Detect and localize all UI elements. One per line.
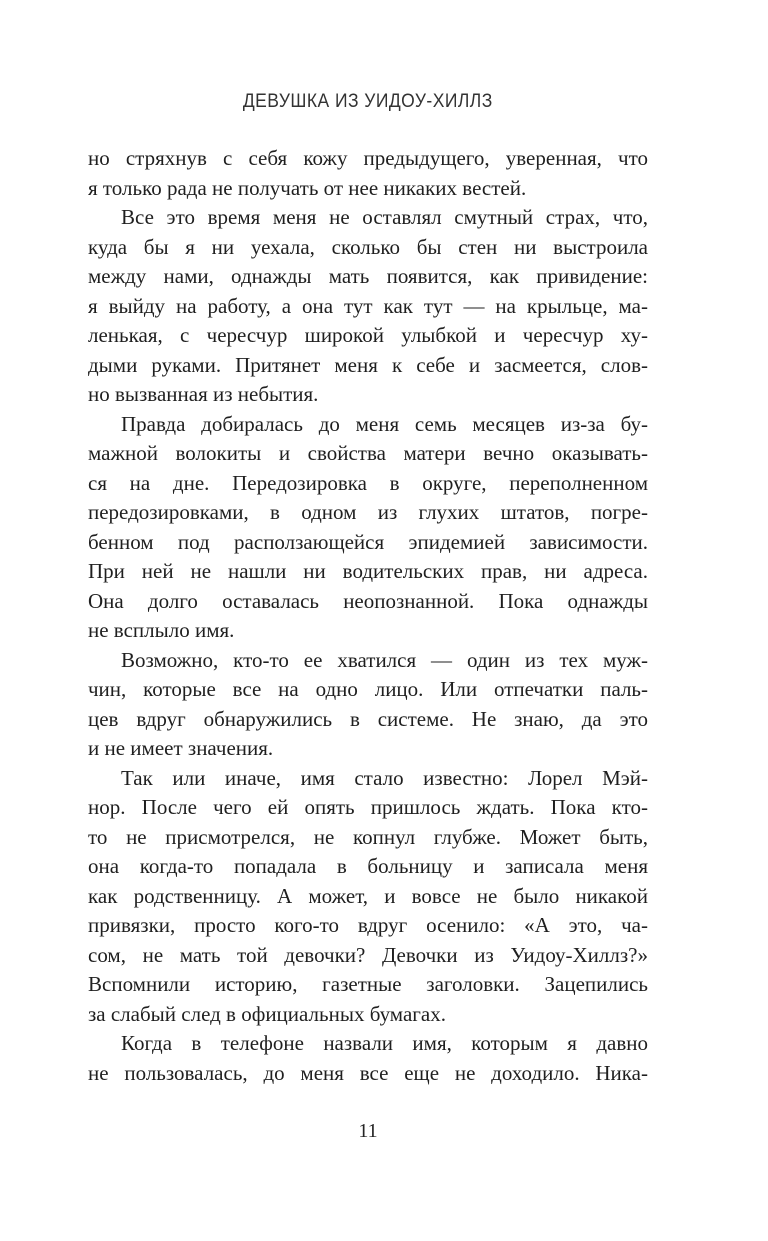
paragraph-line: передозировками, в одном из глухих штатов, погре- (88, 500, 648, 524)
paragraph (88, 410, 648, 646)
paragraph-line: не пользовалась, до меня все еще не доходило. Ника- (88, 1060, 648, 1085)
paragraph-line: ся на дне. Передозировка в округе, переполненном (88, 470, 648, 495)
paragraph-line: сом, не мать той девочки? Девочки из Уидоу-Хиллз?» (88, 942, 648, 967)
paragraph (88, 144, 648, 203)
paragraph-line: Правда добиралась до меня семь месяцев из-за бу- (121, 411, 648, 436)
paragraph-line: я выйду на работу, а она тут как тут — на крыльце, ма- (88, 293, 648, 318)
paragraph (88, 1029, 648, 1088)
paragraph-line: привязки, просто кого-то вдруг осенило: «А это, ча- (88, 913, 648, 937)
paragraph (88, 203, 648, 410)
paragraph-line: но стряхнув с себя кожу предыдущего, уверенная, что (88, 146, 648, 170)
paragraph-line: мажной волокиты и свойства матери вечно оказывать- (88, 441, 648, 465)
paragraph-line: бенном под расползающейся эпидемией зависимости. (88, 529, 648, 554)
text-block (88, 144, 648, 1088)
paragraph-line: цев вдруг обнаружились в системе. Не знаю, да это (88, 706, 648, 731)
paragraph-line: Возможно, кто-то ее хватился — один из тех муж- (121, 647, 648, 672)
paragraph-line: куда бы я ни уехала, сколько бы стен ни выстроила (88, 234, 648, 259)
paragraph-line: дыми руками. Притянет меня к себе и засмеется, слов- (88, 352, 648, 377)
paragraph-line: она когда-то попадала в больницу и записала меня (88, 854, 648, 878)
paragraph-line: как родственницу. А может, и вовсе не было никакой (88, 883, 648, 908)
paragraph-line: Так или иначе, имя стало известно: Лорел Мэй- (121, 765, 648, 790)
paragraph-line: но вызванная из небытия. (88, 382, 319, 406)
paragraph-line: не всплыло имя. (88, 618, 235, 642)
paragraph-line: Она долго оставалась неопознанной. Пока однажды (88, 588, 648, 613)
paragraph-line: Вспомнили историю, газетные заголовки. Зацепились (88, 972, 648, 996)
paragraph-line: я только рада не получать от нее никаких вестей. (88, 175, 527, 200)
paragraph-line: то не присмотрелся, не копнул глубже. Может быть, (88, 824, 648, 849)
paragraph-line: за слабый след в официальных бумагах. (88, 1001, 446, 1026)
paragraph-line: между нами, однажды мать появится, как привидение: (88, 264, 648, 288)
paragraph-line: чин, которые все на одно лицо. Или отпечатки паль- (88, 677, 648, 701)
paragraph-line: При ней не нашли ни водительских прав, ни адреса. (88, 559, 648, 583)
paragraph (88, 764, 648, 1030)
paragraph-line: и не имеет значения. (88, 736, 274, 760)
running-head-title: ДЕВУШКА ИЗ УИДОУ-ХИЛЛЗ (243, 91, 493, 112)
page-number: 11 (358, 1120, 378, 1142)
paragraph (88, 646, 648, 764)
paragraph-line: Все это время меня не оставлял смутный страх, что, (121, 205, 648, 229)
paragraph-line: ленькая, с чересчур широкой улыбкой и чересчур ху- (88, 323, 648, 347)
paragraph-line: нор. После чего ей опять пришлось ждать. Пока кто- (88, 795, 648, 819)
running-head (88, 0, 648, 111)
paragraph-line: Когда в телефоне назвали имя, которым я давно (121, 1031, 648, 1055)
